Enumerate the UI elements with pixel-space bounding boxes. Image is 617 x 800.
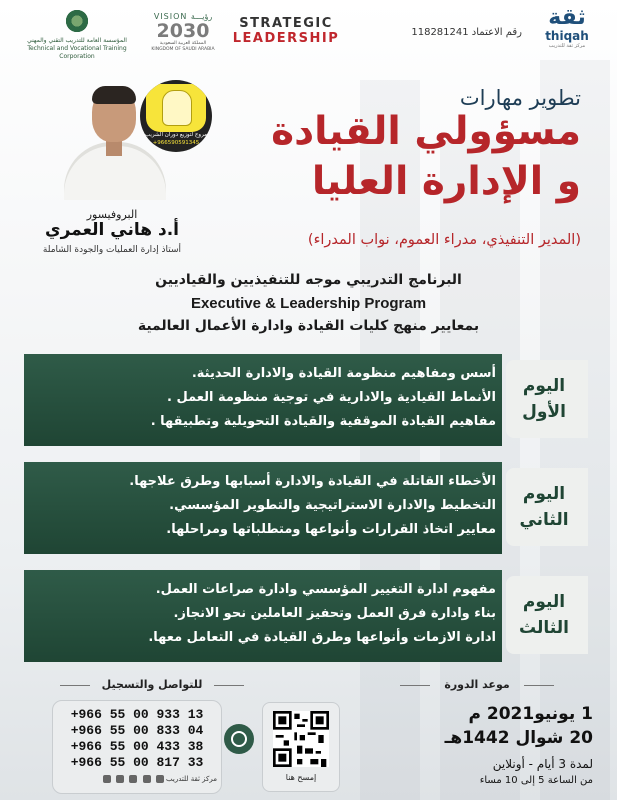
headline-line-2: مسؤولي القيادة [271,109,581,154]
strategic-leadership-logo [226,16,346,46]
divider [60,685,90,686]
vision-sub: المملكة العربية السعودية [159,41,207,46]
thiqah-logo [531,6,603,49]
schedule-label: موعد الدورة [444,678,510,691]
day-topic: الأنماط القيادية والادارية في توجية منظومة العمل . [167,390,496,405]
phone-number[interactable]: +966 55 00 933 13 [70,707,204,722]
social-footer [57,775,217,783]
day-tag-word: اليوم [522,376,566,396]
day-1-tag [506,360,588,438]
day-topic: أسس ومفاهيم منظومة القيادة والادارة الحديثة. [191,366,496,381]
professor-title: البروفيسور [86,208,138,221]
contact-label: للتواصل والتسجيل [101,678,203,691]
divider [524,685,554,686]
twitter-icon[interactable] [156,775,164,783]
course-time: من الساعة 5 إلى 10 مساء [479,775,593,786]
vision-word: VISION رؤيـــة [153,12,213,21]
phone-number[interactable]: +966 55 00 433 38 [70,739,204,754]
professor-subtitle: أستاذ إدارة العمليات والجودة الشاملة [42,245,182,255]
vision-sub-en: KINGDOM OF SAUDI ARABIA [151,47,215,52]
tvtc-logo [22,8,132,61]
leadership-text: LEADERSHIP [232,31,340,46]
day-2-tag [506,468,588,546]
divider [400,685,430,686]
tvtc-emblem-icon [64,8,90,34]
phone-number[interactable]: +966 55 00 817 33 [70,755,204,770]
day-topic: الأخطاء القاتلة في القيادة والادارة أسبابها وطرق علاجها. [129,474,496,489]
snapchat-icon[interactable] [116,775,124,783]
vision-2030-logo [148,12,218,53]
day-topic: معايير اتخاذ القرارات وأنواعها ومتطلباتها ومراحلها. [166,522,496,537]
day-2-card [24,462,588,554]
youtube-icon[interactable] [103,775,111,783]
day-tag-ordinal: الأول [522,402,566,422]
day-tag-ordinal: الثاني [519,510,569,530]
headline-target-audience: (المدير التنفيذي، مدراء العموم، نواب المدراء) [307,232,581,248]
strategic-text: STRATEGIC [239,16,333,31]
whatsapp-icon[interactable] [224,724,254,754]
course-date-hijri: 20 شوال 1442هـ [444,728,593,748]
day-3-card [24,570,588,662]
accreditation-number: رقم الاعتماد 118281241 [411,27,522,38]
day-topic: بناء وادارة فرق العمل وتحفيز العاملين نحو الانجاز. [173,606,496,621]
program-standards: بمعايير منهج كليات القيادة وادارة الأعمال العالمية [137,318,480,334]
divider [214,685,244,686]
facebook-icon[interactable] [143,775,151,783]
day-topic: مفاهيم القيادة الموقفية والقيادة التحويلية وتطبيقها . [150,414,496,429]
qr-code-card[interactable] [262,702,340,792]
header-bar [0,0,617,70]
vision-year: 2030 [156,20,210,42]
qr-caption: إمسح هنا [285,773,317,782]
headline-line-1: تطوير مهارات [459,86,581,110]
snapcode-caption: مروج لتوزيع دوران الشريب [144,132,208,138]
phone-list [52,700,222,794]
day-topic: التخطيط والادارة الاستراتيجية والتطوير المؤسسي. [169,498,496,513]
phone-number[interactable]: +966 55 00 833 04 [70,723,204,738]
social-handle: مركز ثقة للتدريب [166,775,217,783]
day-tag-word: اليوم [522,592,566,612]
program-description: البرنامج التدريبي موجه للتنفيذيين والقياديين [155,272,462,288]
snapchat-ghost-icon [162,90,192,126]
thiqah-logo-sub: مركز ثقة للتدريب [548,43,586,49]
day-1-card [24,354,588,446]
snapcode-badge[interactable] [140,80,212,152]
day-topic: ادارة الازمات وأنواعها وطرق القيادة في التعامل معها. [148,630,496,645]
snapcode-phone: +966590591345 [152,140,200,146]
course-duration: لمدة 3 أيام - أونلاين [492,757,593,771]
day-tag-word: اليوم [522,484,566,504]
day-3-tag [506,576,588,654]
qr-code-icon [273,711,329,767]
day-tag-ordinal: الثالث [519,618,569,638]
tvtc-logo-text: المؤسسة العامة للتدريب التقني والمهني [27,37,127,44]
headline-line-3: و الإدارة العليا [311,159,581,204]
program-name-en: Executive & Leadership Program [190,295,427,312]
day-topic: مفهوم ادارة التغيير المؤسسي وادارة صراعات العمل. [155,582,496,597]
thiqah-logo-en: thiqah [545,29,589,43]
course-date-gregorian: 1 يونيو2021 م [468,704,593,724]
tvtc-logo-text-en: Technical and Vocational Training Corporation [27,45,127,60]
thiqah-logo-ar: ثقة [548,5,586,30]
professor-name: أ.د هاني العمري [45,220,179,240]
instagram-icon[interactable] [129,775,137,783]
